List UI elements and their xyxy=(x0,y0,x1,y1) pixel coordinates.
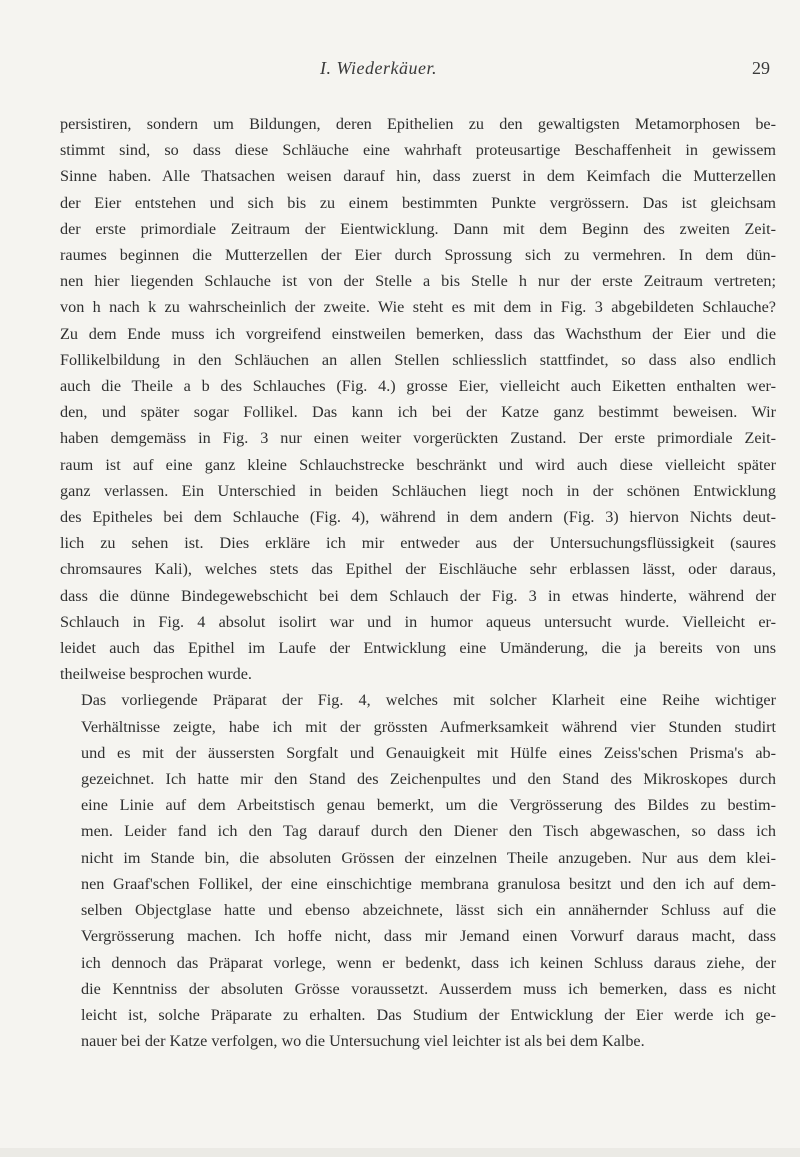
text-line: Schlauch in Fig. 4 absolut isolirt war und in humor aqueus untersucht wurde. Vielleicht er- xyxy=(60,612,776,631)
text-line: leicht ist, solche Präparate zu erhalten. Das Studium der Entwicklung der Eier werde ich ge- xyxy=(81,1005,776,1024)
text-line: und es mit der äussersten Sorgfalt und Genauigkeit mit Hülfe eines Zeiss'schen Prisma's ab- xyxy=(81,743,776,762)
text-line: Zu dem Ende muss ich vorgreifend einstweilen bemerken, dass das Wachsthum der Eier und die xyxy=(60,324,776,343)
text-line: Sinne haben. Alle Thatsachen weisen darauf hin, dass zuerst in dem Keimfach die Mutterzellen xyxy=(60,167,776,186)
text-line: chromsaures Kali), welches stets das Epithel der Eischläuche sehr erblassen lässt, oder daraus, xyxy=(60,560,776,579)
text-line: Das vorliegende Präparat der Fig. 4, welches mit solcher Klarheit eine Reihe wichtiger xyxy=(81,691,776,710)
page-bottom-edge xyxy=(0,1148,800,1157)
text-line: men. Leider fand ich den Tag darauf durch den Diener den Tisch abgewaschen, so dass ich xyxy=(81,822,776,841)
text-line: nen Graaf'schen Follikel, der eine einschichtige membrana granulosa besitzt und den ich auf dem- xyxy=(81,874,776,893)
page-header xyxy=(0,58,800,86)
text-line: ganz verlassen. Ein Unterschied in beiden Schläuchen liegt noch in der schönen Entwicklung xyxy=(60,481,776,500)
text-line: gezeichnet. Ich hatte mir den Stand des Zeichenpultes und den Stand des Mikroskopes durch xyxy=(81,770,776,789)
text-line: raumes beginnen die Mutterzellen der Eier durch Sprossung sich zu vermehren. In dem dün- xyxy=(60,246,776,265)
text-line: den, und später sogar Follikel. Das kann ich bei der Katze ganz bestimmt beweisen. Wir xyxy=(60,403,776,422)
text-line: leidet auch das Epithel im Laufe der Entwicklung eine Umänderung, die ja bereits von uns xyxy=(60,639,776,658)
text-line: nen hier liegenden Schlauche ist von der Stelle a bis Stelle h nur der erste Zeitraum vertreten; xyxy=(60,272,776,291)
text-line: auch die Theile a b des Schlauches (Fig. 4.) grosse Eier, vielleicht auch Eiketten enthalten wer- xyxy=(60,377,776,396)
text-line: lich zu sehen ist. Dies erkläre ich mir entweder aus der Untersuchungsflüssigkeit (saures xyxy=(60,534,776,553)
running-title: I. Wiederkäuer. xyxy=(320,58,437,78)
text-line: der Eier entstehen und sich bis zu einem bestimmten Punkte vergrössern. Das ist gleichsam xyxy=(60,193,776,212)
text-line: Follikelbildung in den Schläuchen an allen Stellen schliesslich stattfindet, so dass also endlich xyxy=(60,350,776,369)
text-line: ich dennoch das Präparat vorlege, wenn er bedenkt, dass ich keinen Schluss daraus ziehe, der xyxy=(81,953,776,972)
body-text xyxy=(60,111,776,1054)
paragraph-1 xyxy=(60,111,776,687)
text-line: Vergrösserung machen. Ich hoffe nicht, dass mir Jemand einen Vorwurf daraus macht, dass xyxy=(81,927,776,946)
text-line: nicht im Stande bin, die absoluten Grössen der einzelnen Theile anzugeben. Nur aus dem klei- xyxy=(81,848,776,867)
text-line: haben demgemäss in Fig. 3 nur einen weiter vorgerückten Zustand. Der erste primordiale Zeit- xyxy=(60,429,776,448)
text-line: raum ist auf eine ganz kleine Schlauchstrecke beschränkt und wird auch diese vielleicht später xyxy=(60,455,776,474)
text-line: persistiren, sondern um Bildungen, deren Epithelien zu den gewaltigsten Metamorphosen be- xyxy=(60,115,776,133)
text-line: selben Objectglase hatte und ebenso abzeichnete, lässt sich ein annähernder Schluss auf die xyxy=(81,901,776,920)
text-line: des Epitheles bei dem Schlauche (Fig. 4), während in dem andern (Fig. 3) hiervon Nichts deut- xyxy=(60,508,776,527)
paragraph-2 xyxy=(60,687,776,1054)
text-line: dass die dünne Bindegewebschicht bei dem Schlauch der Fig. 3 in etwas hinderte, während der xyxy=(60,586,776,605)
text-line: von h nach k zu wahrscheinlich der zweite. Wie steht es mit dem in Fig. 3 abgebildeten Schlauche? xyxy=(60,298,776,317)
page-number: 29 xyxy=(752,58,770,78)
text-line: theilweise besprochen wurde. xyxy=(60,665,252,684)
text-line: eine Linie auf dem Arbeitstisch genau bemerkt, um die Vergrösserung des Bildes zu bestim- xyxy=(81,796,776,815)
text-line: die Kenntniss der absoluten Grösse voraussetzt. Ausserdem muss ich bemerken, dass es nicht xyxy=(81,979,776,998)
text-line: nauer bei der Katze verfolgen, wo die Untersuchung viel leichter ist als bei dem Kalbe. xyxy=(81,1032,645,1051)
text-line: Verhältnisse zeigte, habe ich mit der grössten Aufmerksamkeit während vier Stunden studirt xyxy=(81,717,776,736)
text-line: stimmt sind, so dass diese Schläuche eine wahrhaft proteusartige Beschaffenheit in gewissem xyxy=(60,141,776,160)
text-line: der erste primordiale Zeitraum der Eientwicklung. Dann mit dem Beginn des zweiten Zeit- xyxy=(60,219,776,238)
